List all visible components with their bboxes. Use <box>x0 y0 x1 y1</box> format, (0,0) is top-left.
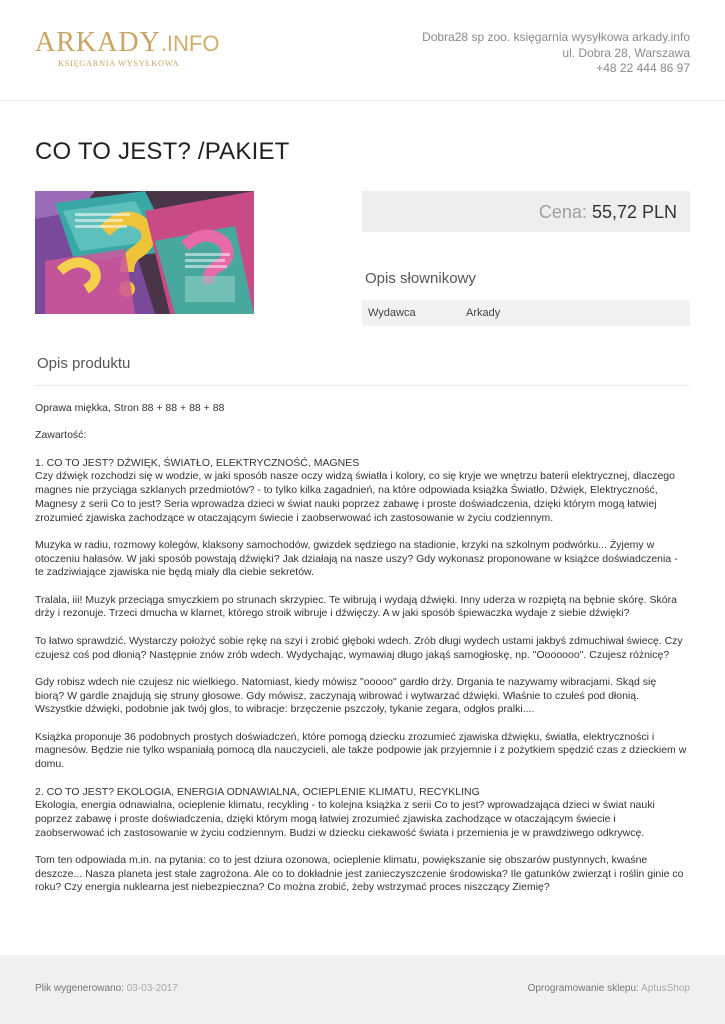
company-phone: +48 22 444 86 97 <box>596 61 690 75</box>
divider <box>35 385 690 386</box>
logo-tagline: KSIĘGARNIA WYSYŁKOWA <box>58 58 180 68</box>
logo-wordmark <box>35 28 219 59</box>
description-paragraph: Książka proponuje 36 podobnych prostych doświadczeń, które pomogą dziecku zrozumieć zjawiska dźwięku, światła, elektryczności i magnesów. Będzie nie tylko wspaniałą pomocą dla nauczycieli, ale także podpowie jak przyjemnie i z pożytkiem spędzić czas z dzieckiem w domu. <box>35 730 687 771</box>
description-paragraph: Muzyka w radiu, rozmowy kolegów, klaksony samochodów, gwizdek sędziego na stadionie, krzyki na szkolnym podwórku... Żyjemy w otoczeniu hałasów. W jaki sposób powstają dźwięki? Jak działają na nasze uszy? Gdy wykonasz proponowane w książce doświadczenia - te zadziwiające zjawiska nie będą miały dla ciebie sekretów. <box>35 538 678 579</box>
page-header <box>0 0 725 101</box>
generated-label: Plik wygenerowano: <box>35 983 124 994</box>
price-box <box>362 191 690 232</box>
software-link[interactable]: AptusShop <box>641 983 690 994</box>
description-paragraph: To łatwo sprawdzić. Wystarczy położyć sobie rękę na szyi i zrobić głęboki wdech. Zrób długi wydech ustami jakbyś zdmuchiwał świecę. Czy czujesz coś pod dłonią? Następnie znów zrób wdech. Wydychając, wymawiaj długo jakąś samogłoskę, np. "Ooooooo". Czujesz różnicę? <box>35 634 683 661</box>
page-title: CO TO JEST? /PAKIET <box>35 138 290 165</box>
dictionary-row <box>362 300 690 326</box>
description-paragraph: 2. CO TO JEST? EKOLOGIA, ENERGIA ODNAWIALNA, OCIEPLENIE KLIMATU, RECYKLING Ekologia, energia odnawialna, ocieplenie klimatu, recykling - to kolejna książka z serii Co to jest? wprowadzająca dzieci w świat nauki poprzez zabawę i proste doświadczenia, dzięki którym mogą łatwiej zrozumieć zjawiska zachodzące w otaczającym świecie i zaobserwować ich zastosowanie w życiu codziennym. Budzi w dziecku ciekawość świata i przemienia je w prawdziwego odkrywcę. <box>35 785 655 839</box>
book-covers-photo <box>35 191 254 314</box>
arkady-logo[interactable] <box>35 28 225 72</box>
company-name: Dobra28 sp zoo. księgarnia wysyłkowa arkady.info <box>422 30 690 44</box>
dictionary-title: Opis słownikowy <box>365 270 476 287</box>
description-paragraph: Zawartość: <box>35 429 87 442</box>
description-paragraph: Tralala, iii! Muzyk przeciąga smyczkiem po strunach skrzypiec. Te wibrują i wydają dźwięki. Inny uderza w rozpiętą na bębnie skórę. Skóra drży i rezonuje. Trzeci dmucha w klarnet, którego stroik wibruje i dźwięczy. A w jaki sposób śpiewaczka wydaje z siebie dźwięki? <box>35 593 677 620</box>
generated-info <box>35 983 178 994</box>
company-info <box>422 30 690 77</box>
price <box>539 202 677 223</box>
description-body <box>35 402 687 909</box>
logo-suffix: .INFO <box>160 31 220 56</box>
software-info <box>528 983 690 994</box>
description-paragraph: Gdy robisz wdech nie czujesz nic wielkiego. Natomiast, kiedy mówisz "ooooo" gardło drży. Drgania te nazywamy wibracjami. Skąd się biorą? W gardle znajdują się struny głosowe. Gdy mówisz, zaczynają wibrować i wytwarzać dźwięki. Właśnie to czułeś pod dłonią. Wszystkie dźwięki, podobnie jak twój głos, to wibracje: brzęczenie pszczoły, tykanie zegara, odgłos pralki.... <box>35 675 657 716</box>
page-footer <box>0 955 725 1024</box>
description-paragraph: Tom ten odpowiada m.in. na pytania: co to jest dziura ozonowa, ocieplenie klimatu, powiększanie się obszarów pustynnych, kwaśne deszcze... Nasza planeta jest stale zagrożona. Ale co to dokładnie jest zanieczyszczenie środowiska? Ile gatunków zwierząt i roślin ginie co roku? Czy energia nuklearna jest niebezpieczna? Co można zrobić, żeby wstrzymać proces niszczący Ziemię? <box>35 854 684 894</box>
software-label: Oprogramowanie sklepu: <box>527 983 639 994</box>
generated-date: 03-03-2017 <box>126 983 178 994</box>
company-address: ul. Dobra 28, Warszawa <box>562 45 690 60</box>
dictionary-value: Arkady <box>466 307 501 319</box>
price-label: Cena: <box>538 202 587 222</box>
price-value: 55,72 PLN <box>591 202 677 222</box>
description-paragraph: Oprawa miękka, Stron 88 + 88 + 88 + 88 <box>35 402 225 414</box>
description-title: Opis produktu <box>37 355 131 372</box>
description-paragraph: 1. CO TO JEST? DŹWIĘK, ŚWIATŁO, ELEKTRYCZNOŚĆ, MAGNES Czy dźwięk rozchodzi się w wodzie, w jaki sposób nasze oczy widzą światła i kolory, co się kryje we wnętrzu baterii elektrycznej, dlaczego magnes nie przyciąga szklanych przedmiotów? - to tylko kilka zagadnień, na które odpowiada książka Światło, Dźwięk, Elektryczność, Magnesy z serii Co to jest? Seria wprowadza dzieci w świat nauki poprzez zabawę i proste doświadczenia, dzięki którym mogą łatwiej zrozumieć zjawiska zachodzące w otaczającym świecie i zaobserwować ich zastosowanie w życiu codziennym. <box>35 456 675 524</box>
dictionary-key: Wydawca <box>368 307 416 319</box>
product-image <box>35 191 254 314</box>
logo-name: ARKADY <box>35 27 161 58</box>
